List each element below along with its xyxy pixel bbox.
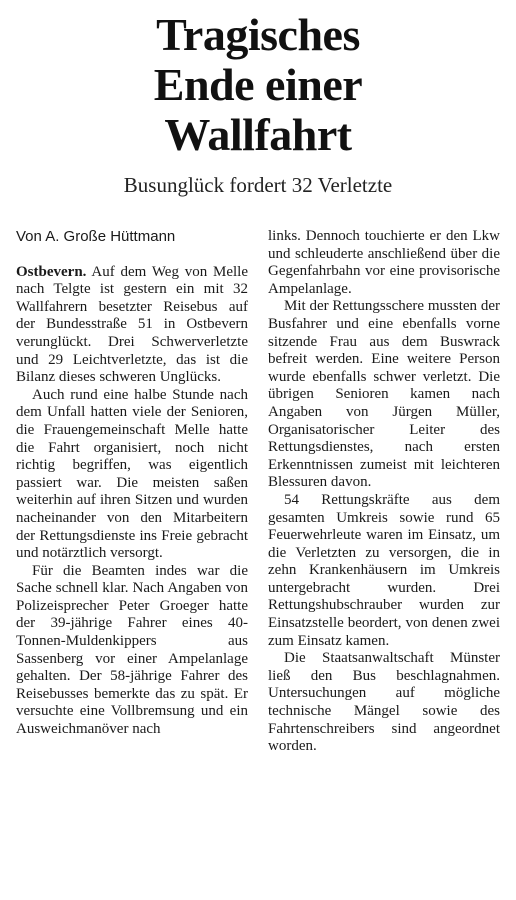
paragraph: Für die Beamten indes war die Sache schnell klar. Nach Angaben von Polizeisprecher Peter Groeger hatte der 39-jährige Fahrer eines 40-Tonnen-Muldenkippers aus Sassenberg vor einer Ampelanlage gehalten. Der 58-jährige Fahrer des Reisebusses bemerkte das zu spät. Er versuchte eine Vollbremsung und ein Ausweichmanöver nach (16, 562, 248, 738)
byline: Von A. Große Hüttmann (16, 228, 176, 245)
paragraph-text: Auf dem Weg von Melle nach Telgte ist gestern ein mit 32 Wallfahrern besetzter Reisebus auf der Bundesstraße 51 in Ostbevern verunglückt. Drei Schwerverletzte und 29 Leichtverletzte, das ist die Bilanz dieses schweren Unglücks. (16, 263, 248, 386)
dateline: Ostbevern. (16, 263, 87, 280)
article-body (16, 228, 500, 756)
column-right (268, 228, 500, 756)
headline (16, 0, 500, 160)
paragraph: Auch rund eine halbe Stunde nach dem Unfall hatten viele der Senioren, die Frauengemeinschaft Melle hatte die Fahrt organisiert, noch nicht richtig begriffen, was eigentlich passiert war. Die meisten saßen weiterhin auf ihren Sitzen und wurden nacheinander von den Mitarbeitern der Rettungsdienste ins Freie gebracht und notärztlich versorgt. (16, 386, 248, 562)
headline-line-3: Wallfahrt (164, 109, 352, 160)
headline-line-2: Ende einer (153, 59, 363, 110)
paragraph: Mit der Rettungsschere mussten der Busfahrer und eine ebenfalls vorne sitzende Frau aus dem Buswrack befreit werden. Eine weitere Person wurde ebenfalls schwer verletzt. Die übrigen Senioren kamen nach Angaben von Jürgen Müller, Organisatorischer Leiter des Rettungsdienstes, nach ersten Erkenntnissen zumeist mit leichteren Blessuren davon. (268, 298, 500, 491)
column-left (16, 228, 248, 756)
subheadline: Busunglück fordert 32 Verletzte (123, 173, 393, 197)
headline-line-1: Tragisches (156, 9, 360, 60)
paragraph: Die Staatsanwaltschaft Münster ließ den Bus beschlagnahmen. Untersuchungen auf mögliche technische Mängel sowie des Fahrtenschreibers sind angeordnet worden. (268, 650, 500, 755)
paragraph: 54 Rettungskräfte aus dem gesamten Umkreis sowie rund 65 Feuerwehrleute waren im Einsatz, um die Verletzten zu versorgen, die in zehn Krankenhäusern im Umkreis untergebracht wurden. Drei Rettungshubschrauber wurden zur Einsatzstelle beordert, von denen zwei zum Einsatz kamen. (268, 491, 500, 649)
paragraph (16, 264, 248, 387)
paragraph: links. Dennoch touchierte er den Lkw und schleuderte anschließend über die Gegenfahrbahn vor eine provisorische Ampelanlage. (268, 228, 500, 297)
